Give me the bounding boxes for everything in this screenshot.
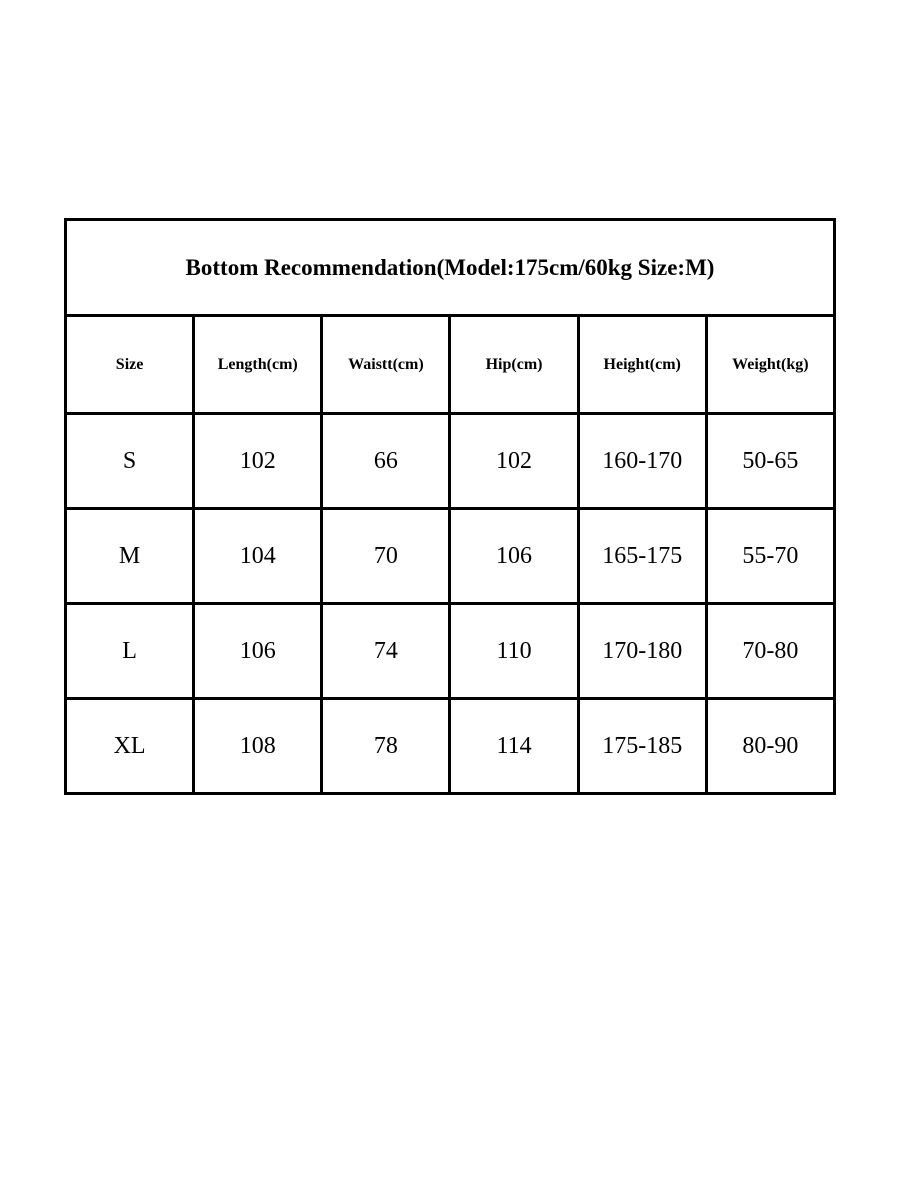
- cell-hip: 110: [450, 604, 578, 699]
- chart-title: Bottom Recommendation(Model:175cm/60kg Size:M): [66, 220, 835, 316]
- cell-size: M: [66, 509, 194, 604]
- cell-height: 165-175: [578, 509, 706, 604]
- cell-size: XL: [66, 699, 194, 794]
- cell-length: 108: [194, 699, 322, 794]
- table-row: [66, 509, 835, 604]
- cell-weight: 50-65: [706, 414, 834, 509]
- cell-hip: 106: [450, 509, 578, 604]
- header-height: Height(cm): [578, 316, 706, 414]
- cell-height: 160-170: [578, 414, 706, 509]
- size-chart-table: [64, 218, 836, 795]
- header-row: [66, 316, 835, 414]
- cell-weight: 80-90: [706, 699, 834, 794]
- cell-waist: 66: [322, 414, 450, 509]
- cell-length: 104: [194, 509, 322, 604]
- cell-size: L: [66, 604, 194, 699]
- header-size: Size: [66, 316, 194, 414]
- cell-hip: 102: [450, 414, 578, 509]
- table-row: [66, 414, 835, 509]
- cell-length: 106: [194, 604, 322, 699]
- cell-size: S: [66, 414, 194, 509]
- table-row: [66, 604, 835, 699]
- header-hip: Hip(cm): [450, 316, 578, 414]
- cell-waist: 70: [322, 509, 450, 604]
- title-row: [66, 220, 835, 316]
- header-waist: Waistt(cm): [322, 316, 450, 414]
- cell-weight: 55-70: [706, 509, 834, 604]
- cell-hip: 114: [450, 699, 578, 794]
- cell-weight: 70-80: [706, 604, 834, 699]
- cell-height: 175-185: [578, 699, 706, 794]
- cell-length: 102: [194, 414, 322, 509]
- cell-height: 170-180: [578, 604, 706, 699]
- header-weight: Weight(kg): [706, 316, 834, 414]
- table-row: [66, 699, 835, 794]
- cell-waist: 78: [322, 699, 450, 794]
- header-length: Length(cm): [194, 316, 322, 414]
- cell-waist: 74: [322, 604, 450, 699]
